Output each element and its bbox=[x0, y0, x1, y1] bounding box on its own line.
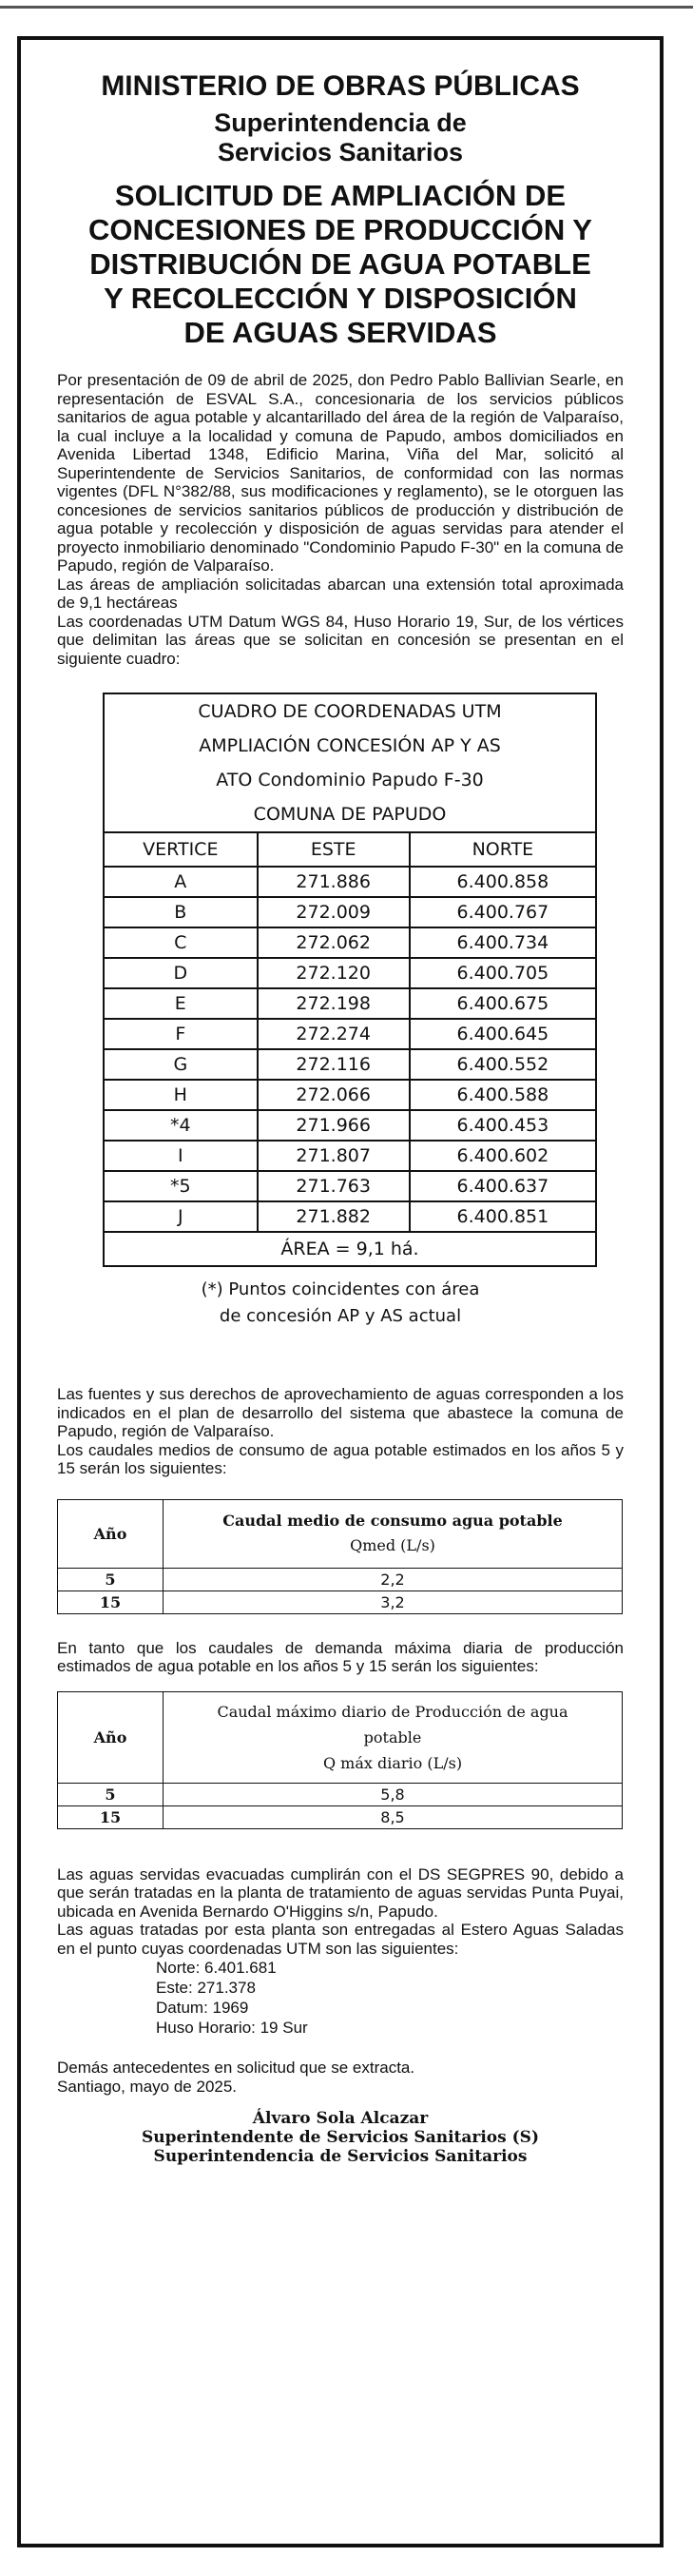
year-header: Año bbox=[58, 1691, 164, 1783]
discharge-paragraph: Las aguas tratadas por esta planta son entregadas al Estero Aguas Saladas en el punto cuyas coordenadas UTM son las siguientes: bbox=[57, 1921, 624, 1958]
flow-value: 8,5 bbox=[164, 1805, 623, 1828]
area-total: ÁREA = 9,1 há. bbox=[104, 1232, 596, 1266]
north-cell: 6.400.453 bbox=[410, 1110, 596, 1141]
east-cell: 271.886 bbox=[258, 867, 410, 897]
north-cell: 6.400.552 bbox=[410, 1049, 596, 1080]
signatory-role: Superintendente de Servicios Sanitarios (S) bbox=[141, 2128, 540, 2147]
vertex-cell: B bbox=[104, 897, 258, 927]
title-line: Y RECOLECCIÓN Y DISPOSICIÓN bbox=[104, 282, 577, 315]
header-line: Caudal máximo diario de Producción de agua bbox=[217, 1702, 568, 1721]
east-cell: 271.807 bbox=[258, 1141, 410, 1171]
area-paragraph: Las áreas de ampliación solicitadas abarcan una extensión total aproximada de 9,1 hectáreas bbox=[57, 575, 624, 612]
table-row bbox=[58, 1783, 623, 1805]
table-row bbox=[104, 1171, 596, 1201]
wastewater-paragraph: Las aguas servidas evacuadas cumplirán con el DS SEGPRES 90, debido a que serán tratadas en la planta de tratamiento de aguas servidas Punta Puyai, ubicada en Avenida Bernardo O'Higgins s/n, Papudo. bbox=[57, 1864, 624, 1921]
column-header: VERTICE bbox=[104, 832, 258, 867]
table-row bbox=[104, 1019, 596, 1049]
table-row bbox=[58, 1568, 623, 1590]
east-cell: 272.198 bbox=[258, 988, 410, 1019]
utm-table-title: AMPLIACIÓN CONCESIÓN AP Y AS bbox=[104, 729, 596, 763]
north-cell: 6.400.858 bbox=[410, 867, 596, 897]
utm-header-row bbox=[104, 832, 596, 867]
table-row bbox=[58, 1805, 623, 1828]
table-row bbox=[58, 1590, 623, 1613]
east-cell: 271.763 bbox=[258, 1171, 410, 1201]
vertex-cell: G bbox=[104, 1049, 258, 1080]
vertex-cell: *4 bbox=[104, 1110, 258, 1141]
east-cell: 271.966 bbox=[258, 1110, 410, 1141]
year-cell: 5 bbox=[58, 1568, 164, 1590]
table-row bbox=[104, 897, 596, 927]
north-cell: 6.400.645 bbox=[410, 1019, 596, 1049]
east-cell: 272.274 bbox=[258, 1019, 410, 1049]
max-flow-header bbox=[164, 1691, 623, 1783]
agency-line: Superintendencia de bbox=[214, 108, 467, 137]
north-cell: 6.400.851 bbox=[410, 1201, 596, 1232]
agency-line: Servicios Sanitarios bbox=[217, 138, 464, 166]
header-line: Q máx diario (L/s) bbox=[322, 1753, 463, 1772]
notice-title bbox=[57, 179, 624, 350]
vertex-cell: F bbox=[104, 1019, 258, 1049]
year-cell: 15 bbox=[58, 1805, 164, 1828]
title-line: DE AGUAS SERVIDAS bbox=[183, 316, 497, 349]
max-demand-paragraph: En tanto que los caudales de demanda máxima diaria de producción estimados de agua potable en los años 5 y 15 serán los siguientes: bbox=[57, 1638, 624, 1675]
signatory-name: Álvaro Sola Alcazar bbox=[252, 2109, 429, 2128]
utm-coordinates-table bbox=[103, 693, 597, 1267]
east-cell: 272.120 bbox=[258, 958, 410, 988]
footnote-line: de concesión AP y AS actual bbox=[219, 1306, 462, 1326]
coordinate-line: Huso Horario: 19 Sur bbox=[156, 2019, 308, 2037]
north-cell: 6.400.675 bbox=[410, 988, 596, 1019]
north-cell: 6.400.705 bbox=[410, 958, 596, 988]
table-row bbox=[104, 927, 596, 958]
header-line: Qmed (L/s) bbox=[350, 1536, 435, 1554]
closing-line: Demás antecedentes en solicitud que se extracta. bbox=[57, 2059, 415, 2077]
utm-table-title: ATO Condominio Papudo F-30 bbox=[104, 763, 596, 797]
mean-flow-paragraph: Los caudales medios de consumo de agua potable estimados en los años 5 y 15 serán los siguientes: bbox=[57, 1440, 624, 1477]
vertex-cell: A bbox=[104, 867, 258, 897]
north-cell: 6.400.588 bbox=[410, 1080, 596, 1110]
agency-heading bbox=[57, 108, 624, 167]
vertex-cell: *5 bbox=[104, 1171, 258, 1201]
vertex-cell: C bbox=[104, 927, 258, 958]
utm-table-title: COMUNA DE PAPUDO bbox=[104, 797, 596, 832]
north-cell: 6.400.734 bbox=[410, 927, 596, 958]
table-row bbox=[104, 1080, 596, 1110]
vertex-cell: H bbox=[104, 1080, 258, 1110]
mean-flow-header bbox=[164, 1499, 623, 1568]
vertex-cell: E bbox=[104, 988, 258, 1019]
table-row bbox=[104, 1141, 596, 1171]
header-line: Caudal medio de consumo agua potable bbox=[222, 1512, 563, 1530]
vertex-cell: I bbox=[104, 1141, 258, 1171]
flow-value: 2,2 bbox=[164, 1568, 623, 1590]
north-cell: 6.400.637 bbox=[410, 1171, 596, 1201]
table-row bbox=[104, 988, 596, 1019]
sources-paragraph: Las fuentes y sus derechos de aprovechamiento de aguas corresponden a los indicados en el plan de desarrollo del sistema que abastece la comuna de Papudo, región de Valparaíso. bbox=[57, 1385, 624, 1440]
east-cell: 272.116 bbox=[258, 1049, 410, 1080]
east-cell: 272.062 bbox=[258, 927, 410, 958]
top-rule bbox=[0, 6, 693, 9]
utm-table-title: CUADRO DE COORDENADAS UTM bbox=[104, 693, 596, 729]
column-header: NORTE bbox=[410, 832, 596, 867]
north-cell: 6.400.602 bbox=[410, 1141, 596, 1171]
signatory-agency: Superintendencia de Servicios Sanitarios bbox=[153, 2147, 528, 2166]
table-row bbox=[104, 1110, 596, 1141]
coordinate-line: Este: 271.378 bbox=[156, 1979, 256, 1997]
table-row bbox=[104, 1049, 596, 1080]
notice-frame bbox=[17, 36, 664, 2547]
discharge-coordinates bbox=[156, 1958, 624, 2038]
coordinate-line: Datum: 1969 bbox=[156, 1999, 249, 2017]
year-header: Año bbox=[58, 1499, 164, 1568]
title-line: SOLICITUD DE AMPLIACIÓN DE bbox=[114, 179, 567, 212]
column-header: ESTE bbox=[258, 832, 410, 867]
max-flow-table bbox=[57, 1691, 623, 1829]
mean-flow-table bbox=[57, 1499, 623, 1614]
title-line: CONCESIONES DE PRODUCCIÓN Y bbox=[88, 213, 592, 246]
title-line: DISTRIBUCIÓN DE AGUA POTABLE bbox=[89, 247, 591, 281]
table-row bbox=[104, 1201, 596, 1232]
year-cell: 15 bbox=[58, 1590, 164, 1613]
year-cell: 5 bbox=[58, 1783, 164, 1805]
east-cell: 272.009 bbox=[258, 897, 410, 927]
east-cell: 272.066 bbox=[258, 1080, 410, 1110]
table-row bbox=[104, 958, 596, 988]
vertex-cell: D bbox=[104, 958, 258, 988]
flow-value: 3,2 bbox=[164, 1590, 623, 1613]
date-line: Santiago, mayo de 2025. bbox=[57, 2077, 238, 2096]
east-cell: 271.882 bbox=[258, 1201, 410, 1232]
vertex-cell: J bbox=[104, 1201, 258, 1232]
coordinate-line: Norte: 6.401.681 bbox=[156, 1959, 277, 1977]
utm-rows bbox=[104, 867, 596, 1232]
ministry-heading: MINISTERIO DE OBRAS PÚBLICAS bbox=[101, 70, 580, 102]
signature-block bbox=[57, 2109, 624, 2166]
footnote-line: (*) Puntos coincidentes con área bbox=[201, 1279, 480, 1299]
header-line: potable bbox=[363, 1727, 422, 1747]
north-cell: 6.400.767 bbox=[410, 897, 596, 927]
flow-value: 5,8 bbox=[164, 1783, 623, 1805]
table-row bbox=[104, 867, 596, 897]
utm-footnote bbox=[57, 1277, 624, 1330]
coordinates-paragraph: Las coordenadas UTM Datum WGS 84, Huso Horario 19, Sur, de los vértices que delimitan las áreas que se solicitan en concesión se presentan en el siguiente cuadro: bbox=[57, 612, 624, 668]
intro-paragraph: Por presentación de 09 de abril de 2025, don Pedro Pablo Ballivian Searle, en representación de ESVAL S.A., concesionaria de los servicios públicos sanitarios de agua potable y alcantarillado del área de la región de Valparaíso, la cual incluye a la localidad y comuna de Papudo, ambos domiciliados en Avenida Libertad 1348, Edificio Marina, Viña del Mar, solicitó al Superintendente de Servicios Sanitarios, de conformidad con las normas vigentes (DFL N°382/88, sus modificaciones y reglamento), se le otorguen las concesiones de servicios sanitarios públicos de producción y distribución de agua potable y recolección y disposición de aguas servidas para atender el proyecto inmobiliario denominado "Condominio Papudo F-30" en la comuna de Papudo, región de Valparaíso. bbox=[57, 371, 624, 575]
